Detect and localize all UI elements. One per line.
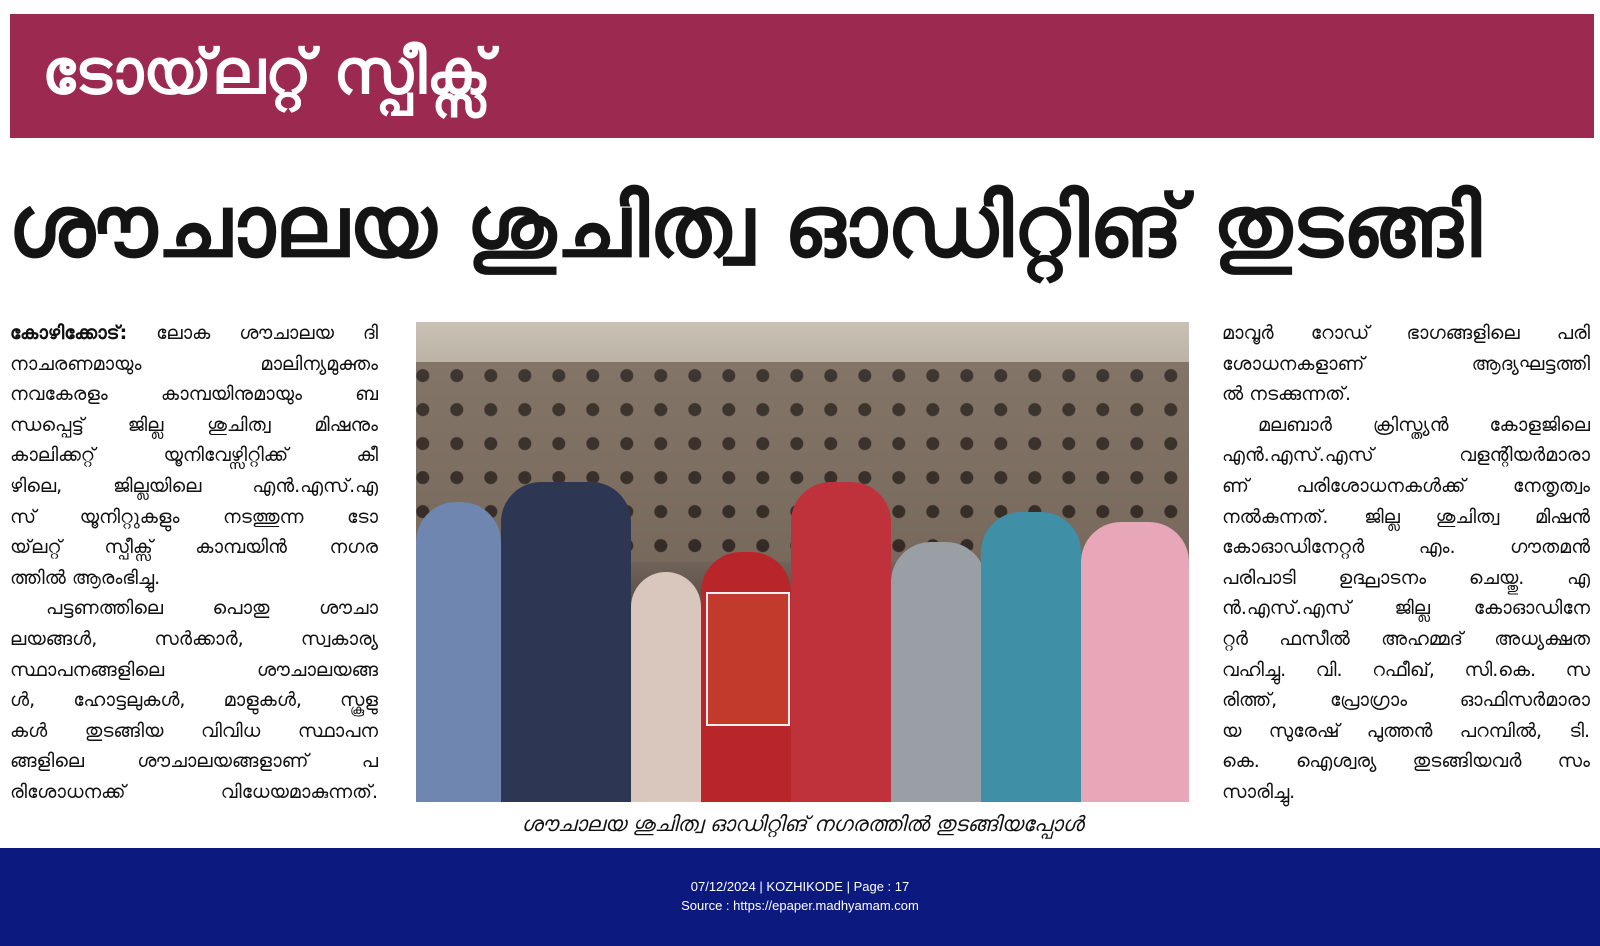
- text-line: നൽകുന്നത്. ജില്ല ശുചിത്വ മിഷൻ: [1222, 505, 1590, 528]
- text-line: ൻ.എസ്.എസ് ജില്ല കോഓഡിനേ: [1222, 597, 1590, 620]
- text-line: യ്‌ലറ്റ് സ്പീക്സ് കാമ്പയിൻ നഗര: [10, 536, 378, 559]
- text-line: എൻ.എസ്.എസ് വളന്റിയർമാരാ: [1222, 444, 1590, 467]
- text-line: മലബാർ ക്രിസ്ത്യൻ കോളജിലെ: [1258, 413, 1590, 436]
- footer-bar: [0, 848, 1600, 946]
- text-line: ഴിലെ, ജില്ലയിലെ എൻ.എസ്.എ: [10, 474, 378, 497]
- world-toilet-day-poster: [706, 592, 790, 726]
- text-line: വഹിച്ചു. വി. റഫീഖ്, സി.കെ. സ: [1222, 658, 1590, 681]
- person-figure: [1081, 522, 1189, 802]
- text-line: കൾ തുടങ്ങിയ വിവിധ സ്ഥാപന: [10, 719, 378, 742]
- text-line: ന്ധപ്പെട്ട് ജില്ല ശുചിത്വ മിഷനും: [10, 413, 378, 436]
- text-line: പരിപാടി ഉദ്ഘാടനം ചെയ്തു. എ: [1222, 566, 1590, 589]
- person-figure: [981, 512, 1081, 802]
- text-line: കാലിക്കറ്റ് യൂനിവേഴ്സിറ്റിക്ക് കീ: [10, 444, 378, 467]
- right-column: [1222, 318, 1590, 808]
- text-line: ണ് പരിശോധനകൾക്ക് നേതൃത്വം: [1222, 474, 1590, 497]
- dateline: കോഴിക്കോട്:: [10, 322, 128, 344]
- text-line: ൾ, ഹോട്ടലുകൾ, മാളുകൾ, സ്കൂളു: [10, 689, 378, 712]
- text-line: മാവൂർ റോഡ് ഭാഗങ്ങളിലെ പരി: [1222, 322, 1590, 344]
- text-line: യ സുരേഷ് പുത്തൻ പറമ്പിൽ, ടി.: [1222, 719, 1590, 742]
- text-line: ശോധനകളാണ് ആദ്യഘട്ടത്തി: [1222, 352, 1590, 375]
- person-figure: [501, 482, 631, 802]
- news-photo: [416, 322, 1189, 802]
- photo-caption: ശൗചാലയ ശുചിത്വ ഓഡിറ്റിങ് നഗരത്തിൽ തുടങ്ങിയപ്പോൾ: [521, 812, 1084, 836]
- text-line: കോഓഡിനേറ്റർ എം. ഗൗതമൻ: [1222, 536, 1590, 559]
- section-banner-title: ടോയ്‌ലറ്റ് സ്പീക്സ്: [42, 35, 492, 108]
- person-figure: [791, 482, 891, 802]
- text-line: ത്തിൽ ആരംഭിച്ചു.: [10, 566, 161, 589]
- footer-edition-info: 07/12/2024 | KOZHIKODE | Page : 17: [690, 879, 910, 894]
- text-line: രിശോധനക്ക് വിധേയമാകുന്നത്.: [10, 780, 378, 803]
- text-line: നവകേരളം കാമ്പയിനുമായും ബ: [10, 383, 378, 406]
- text-line: പട്ടണത്തിലെ പൊതു ശൗചാ: [46, 597, 378, 620]
- left-column: [10, 318, 378, 808]
- section-banner: [10, 14, 1594, 138]
- text-line: റ്റർ ഫസീൽ അഹമ്മദ് അധ്യക്ഷത: [1222, 627, 1590, 650]
- person-figure: [416, 502, 501, 802]
- footer-source-link[interactable]: Source : https://epaper.madhyamam.com: [681, 898, 919, 913]
- text-line: സാരിച്ചു.: [1222, 780, 1296, 803]
- text-line: നാചരണമായും മാലിന്യമുക്തം: [10, 352, 378, 375]
- text-line: സ് യൂനിറ്റുകളും നടത്തുന്ന ടോ: [10, 505, 378, 528]
- text-line: രിത്ത്, പ്രോഗ്രാം ഓഫിസർമാരാ: [1222, 689, 1590, 712]
- text-line: ൽ നടക്കുന്നത്.: [1222, 383, 1351, 406]
- text-line: ങ്ങളിലെ ശൗചാലയങ്ങളാണ് പ: [10, 750, 378, 773]
- person-figure: [891, 542, 986, 802]
- headline: ശൗചാലയ ശുചിത്വ ഓഡിറ്റിങ് തുടങ്ങി: [8, 177, 1482, 277]
- person-figure: [631, 572, 701, 802]
- text-line: ലയങ്ങൾ, സർക്കാർ, സ്വകാര്യ: [10, 627, 378, 650]
- text-line: കെ. ഐശ്വര്യ തുടങ്ങിയവർ സം: [1222, 750, 1590, 773]
- text-line: കോഴിക്കോട്: ലോക ശൗചാലയ ദി: [10, 322, 378, 344]
- text-line: സ്ഥാപനങ്ങളിലെ ശൗചാലയങ്ങ: [10, 658, 378, 681]
